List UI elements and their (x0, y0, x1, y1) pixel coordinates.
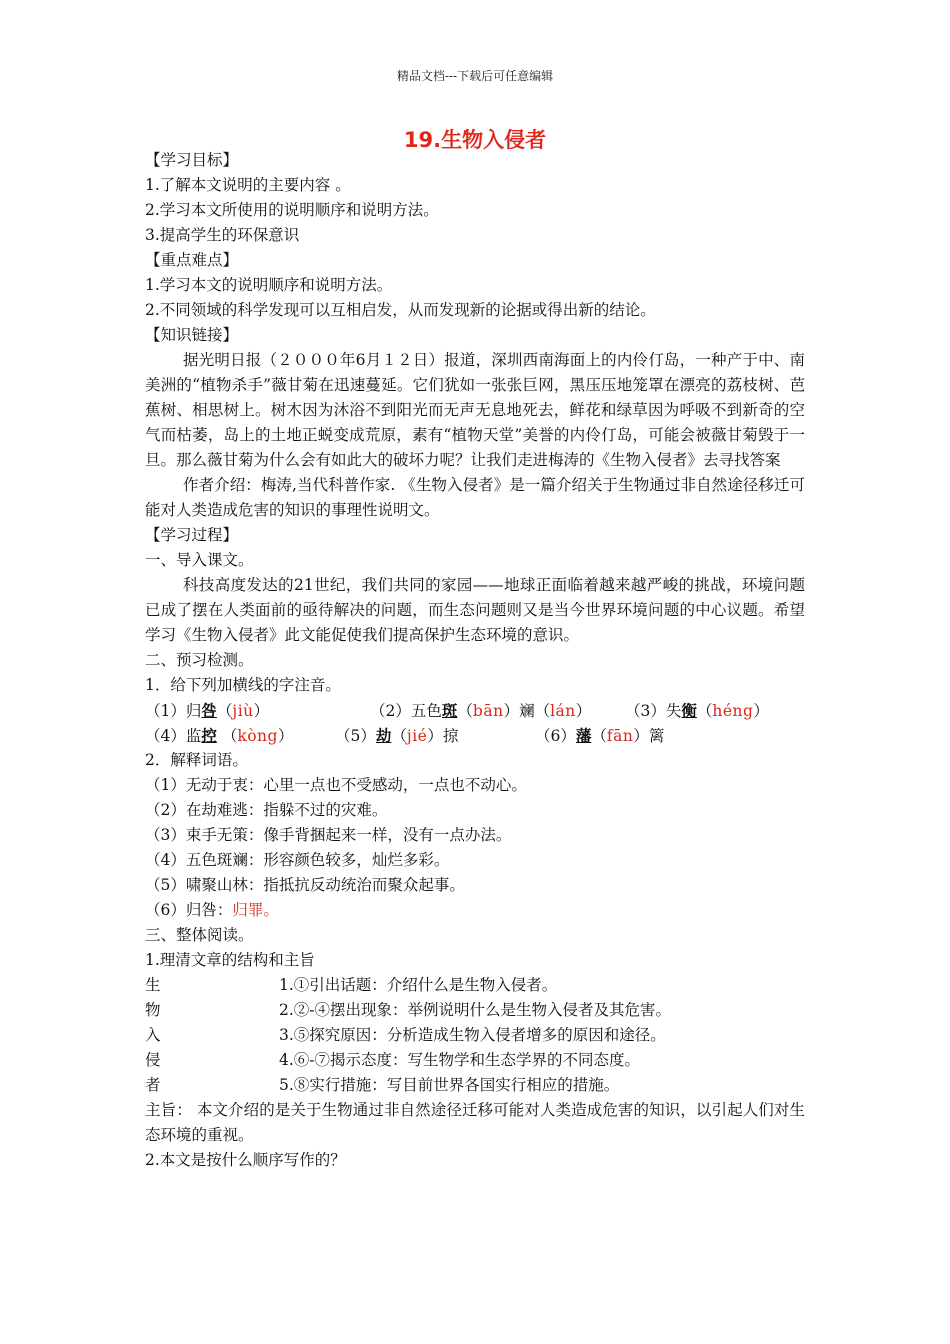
definition-item: （3）束手无策：像手背捆起来一样，没有一点办法。 (145, 826, 512, 844)
lesson-content (145, 148, 805, 1173)
theme-paragraph: 主旨： 本文介绍的是关于生物通过非自然途径迁移可能对人类造成危害的知识，以引起人们对生态环境的重视。 (145, 1101, 805, 1144)
definition-item: （2）在劫难逃：指躲不过的灾难。 (145, 801, 388, 819)
lesson-title: 19.生物入侵者 (403, 128, 547, 152)
knowledge-paragraph: 据光明日报（２０００年6月１２日）报道，深圳西南海面上的内伶仃岛，一种产于中、南美洲的“植物杀手”薇甘菊在迅速蔓延。它们犹如一张张巨网，黑压压地笼罩在漂亮的荔枝树、芭蕉树、相思树上。树木因为沐浴不到阳光而无声无息地死去，鲜花和绿草因为呼吸不到新奇的空气而枯萎，岛上的土地正蜕变成荒原，素有“植物天堂”美誉的内伶仃岛，可能会被薇甘菊毁于一旦。那么薇甘菊为什么会有如此大的破坏力呢？让我们走进梅涛的《生物入侵者》去寻找答案 (145, 351, 805, 469)
structure-row: 物 2.②-④摆出现象：举例说明什么是生物入侵者及其危害。 (145, 1001, 672, 1019)
question: 2.本文是按什么顺序写作的？ (145, 1151, 346, 1169)
structure-row: 入 3.⑤探究原因：分析造成生物入侵者增多的原因和途径。 (145, 1026, 666, 1044)
pinyin-item: （3）失衡（héng） (625, 701, 769, 720)
definition-item: （5）啸聚山林：指抵抗反动统治而聚众起事。 (145, 876, 465, 894)
subsection-heading: 一、导入课文。 (145, 551, 254, 569)
pinyin-row (145, 698, 805, 723)
section-heading: 【学习过程】 (145, 526, 239, 544)
pinyin-row (145, 723, 805, 748)
definition-item: （1）无动于衷：心里一点也不受感动，一点也不动心。 (145, 776, 527, 794)
pinyin-item: （2）五色斑（bān）斓（lán） (370, 701, 592, 720)
question: 1.理清文章的结构和主旨 (145, 951, 315, 969)
structure-row: 侵 4.⑥-⑦揭示态度：写生物学和生态学界的不同态度。 (145, 1051, 641, 1069)
author-paragraph: 作者介绍：梅涛,当代科普作家. 《生物入侵者》是一篇介绍关于生物通过非自然途径移迁可能对人类造成危害的知识的事理性说明文。 (145, 476, 805, 519)
question: 2．解释词语。 (145, 751, 248, 769)
goal-item: 3.提高学生的环保意识 (145, 226, 300, 244)
definition-item: （6）归咎：归罪。 (145, 901, 279, 919)
page-header: 精品文档---下载后可任意编辑 (396, 69, 554, 83)
section-heading: 【重点难点】 (145, 251, 239, 269)
subsection-heading: 三、整体阅读。 (145, 926, 254, 944)
goal-item: 2.学习本文所使用的说明顺序和说明方法。 (145, 201, 439, 219)
pinyin-item: （5）劫（jié）掠 (335, 726, 459, 745)
keypoint-item: 1.学习本文的说明顺序和说明方法。 (145, 276, 393, 294)
section-heading: 【知识链接】 (145, 326, 239, 344)
question: 1．给下列加横线的字注音。 (145, 676, 341, 694)
pinyin-item: （6）藩（fān）篱 (535, 726, 665, 745)
structure-row: 者 5.⑧实行措施：写目前世界各国实行相应的措施。 (145, 1076, 620, 1094)
keypoint-item: 2.不同领域的科学发现可以互相启发，从而发现新的论据或得出新的结论。 (145, 301, 656, 319)
goal-item: 1.了解本文说明的主要内容 。 (145, 176, 351, 194)
intro-paragraph: 科技高度发达的21世纪，我们共同的家园——地球正面临着越来越严峻的挑战，环境问题已成了摆在人类面前的亟待解决的问题，而生态问题则又是当今世界环境问题的中心议题。希望学习《生物入侵者》此文能促使我们提高保护生态环境的意识。 (145, 576, 805, 644)
answer-text: 归罪。 (232, 901, 279, 919)
structure-row: 生 1.①引出话题：介绍什么是生物入侵者。 (145, 976, 558, 994)
pinyin-item: （1）归咎（jiù） (145, 701, 270, 720)
pinyin-item: （4）监控 （kòng） (145, 726, 294, 745)
subsection-heading: 二、预习检测。 (145, 651, 254, 669)
section-heading: 【学习目标】 (145, 151, 239, 169)
definition-item: （4）五色斑斓：形容颜色较多，灿烂多彩。 (145, 851, 450, 869)
